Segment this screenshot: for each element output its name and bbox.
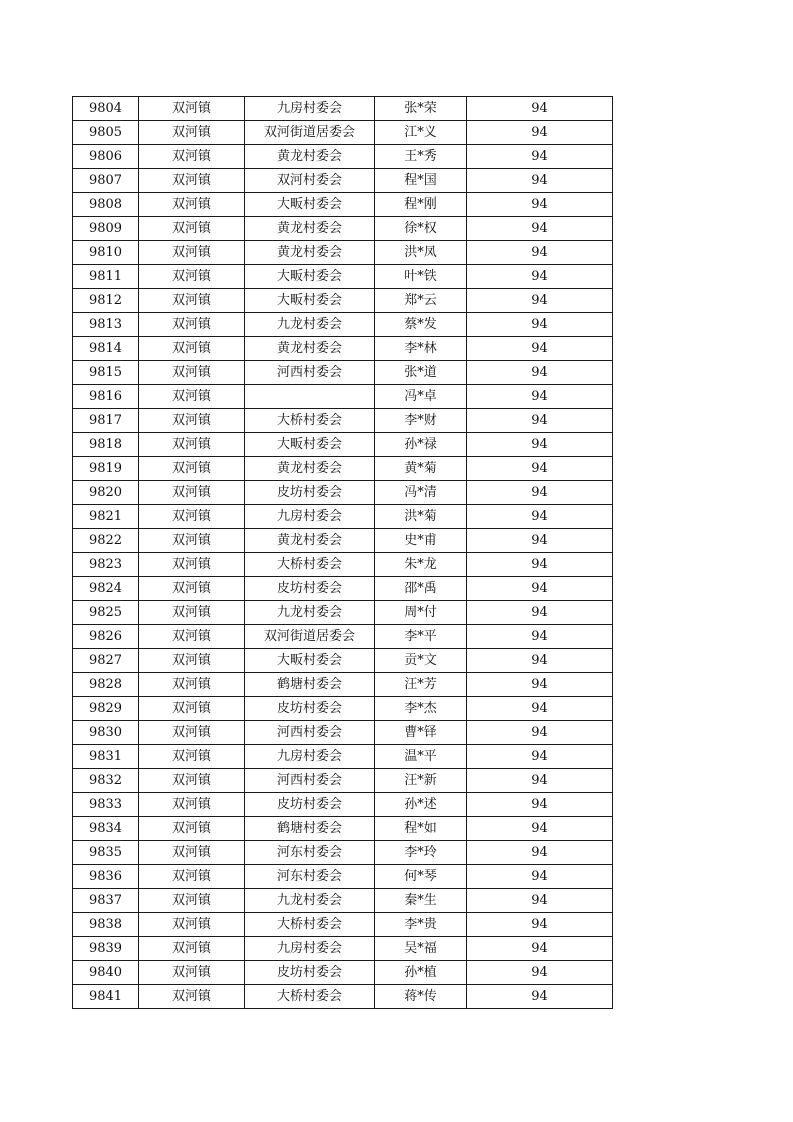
name-cell: 史*甫	[375, 529, 467, 553]
name-cell: 张*荣	[375, 97, 467, 121]
town-cell: 双河镇	[139, 889, 245, 913]
committee-cell: 黄龙村委会	[245, 241, 375, 265]
town-cell: 双河镇	[139, 481, 245, 505]
table-row	[73, 97, 613, 121]
committee-cell: 双河村委会	[245, 169, 375, 193]
committee-cell: 九房村委会	[245, 937, 375, 961]
town-cell: 双河镇	[139, 961, 245, 985]
town-cell: 双河镇	[139, 505, 245, 529]
town-cell: 双河镇	[139, 361, 245, 385]
town-cell: 双河镇	[139, 433, 245, 457]
committee-cell: 皮坊村委会	[245, 481, 375, 505]
row-id-cell: 9819	[73, 457, 139, 481]
table-row	[73, 985, 613, 1009]
score-cell: 94	[467, 913, 613, 937]
table-row	[73, 937, 613, 961]
town-cell: 双河镇	[139, 457, 245, 481]
score-cell: 94	[467, 553, 613, 577]
name-cell: 李*贵	[375, 913, 467, 937]
town-cell: 双河镇	[139, 313, 245, 337]
table-row	[73, 265, 613, 289]
table-row	[73, 577, 613, 601]
table-row	[73, 889, 613, 913]
committee-cell: 大桥村委会	[245, 409, 375, 433]
town-cell: 双河镇	[139, 865, 245, 889]
committee-cell: 河东村委会	[245, 865, 375, 889]
score-cell: 94	[467, 337, 613, 361]
town-cell: 双河镇	[139, 913, 245, 937]
row-id-cell: 9805	[73, 121, 139, 145]
name-cell: 郑*云	[375, 289, 467, 313]
row-id-cell: 9835	[73, 841, 139, 865]
name-cell: 江*义	[375, 121, 467, 145]
committee-cell: 双河街道居委会	[245, 625, 375, 649]
town-cell: 双河镇	[139, 673, 245, 697]
table-row	[73, 625, 613, 649]
town-cell: 双河镇	[139, 529, 245, 553]
score-cell: 94	[467, 721, 613, 745]
score-cell: 94	[467, 649, 613, 673]
row-id-cell: 9815	[73, 361, 139, 385]
committee-cell: 皮坊村委会	[245, 961, 375, 985]
table-row	[73, 433, 613, 457]
committee-cell: 大畈村委会	[245, 649, 375, 673]
town-cell: 双河镇	[139, 169, 245, 193]
name-cell: 邵*禹	[375, 577, 467, 601]
score-cell: 94	[467, 457, 613, 481]
table-row	[73, 697, 613, 721]
name-cell: 孙*述	[375, 793, 467, 817]
score-cell: 94	[467, 505, 613, 529]
town-cell: 双河镇	[139, 745, 245, 769]
committee-cell: 皮坊村委会	[245, 577, 375, 601]
town-cell: 双河镇	[139, 841, 245, 865]
score-cell: 94	[467, 169, 613, 193]
committee-cell: 河西村委会	[245, 361, 375, 385]
name-cell: 曹*铎	[375, 721, 467, 745]
row-id-cell: 9817	[73, 409, 139, 433]
score-cell: 94	[467, 745, 613, 769]
table-row	[73, 673, 613, 697]
score-cell: 94	[467, 241, 613, 265]
score-cell: 94	[467, 697, 613, 721]
name-cell: 程*刚	[375, 193, 467, 217]
row-id-cell: 9809	[73, 217, 139, 241]
row-id-cell: 9832	[73, 769, 139, 793]
score-cell: 94	[467, 145, 613, 169]
name-cell: 黄*菊	[375, 457, 467, 481]
row-id-cell: 9804	[73, 97, 139, 121]
row-id-cell: 9823	[73, 553, 139, 577]
name-cell: 李*财	[375, 409, 467, 433]
row-id-cell: 9811	[73, 265, 139, 289]
name-cell: 程*国	[375, 169, 467, 193]
row-id-cell: 9810	[73, 241, 139, 265]
row-id-cell: 9828	[73, 673, 139, 697]
town-cell: 双河镇	[139, 265, 245, 289]
score-cell: 94	[467, 673, 613, 697]
row-id-cell: 9816	[73, 385, 139, 409]
table-row	[73, 841, 613, 865]
committee-cell: 大桥村委会	[245, 553, 375, 577]
score-cell: 94	[467, 481, 613, 505]
table-row	[73, 601, 613, 625]
town-cell: 双河镇	[139, 625, 245, 649]
score-cell: 94	[467, 793, 613, 817]
score-cell: 94	[467, 289, 613, 313]
score-cell: 94	[467, 361, 613, 385]
town-cell: 双河镇	[139, 409, 245, 433]
table-row	[73, 289, 613, 313]
name-cell: 秦*生	[375, 889, 467, 913]
table-row	[73, 481, 613, 505]
name-cell: 李*平	[375, 625, 467, 649]
table-row	[73, 553, 613, 577]
committee-cell: 九龙村委会	[245, 313, 375, 337]
table-row	[73, 193, 613, 217]
name-cell: 蔡*发	[375, 313, 467, 337]
committee-cell: 皮坊村委会	[245, 697, 375, 721]
table-row	[73, 169, 613, 193]
town-cell: 双河镇	[139, 985, 245, 1009]
score-cell: 94	[467, 433, 613, 457]
score-cell: 94	[467, 961, 613, 985]
committee-cell: 大畈村委会	[245, 265, 375, 289]
committee-cell: 皮坊村委会	[245, 793, 375, 817]
table-row	[73, 505, 613, 529]
table-row	[73, 385, 613, 409]
row-id-cell: 9822	[73, 529, 139, 553]
name-cell: 汪*新	[375, 769, 467, 793]
name-cell: 洪*菊	[375, 505, 467, 529]
committee-cell: 黄龙村委会	[245, 529, 375, 553]
committee-cell: 大畈村委会	[245, 289, 375, 313]
row-id-cell: 9807	[73, 169, 139, 193]
table-row	[73, 457, 613, 481]
row-id-cell: 9812	[73, 289, 139, 313]
row-id-cell: 9820	[73, 481, 139, 505]
score-cell: 94	[467, 625, 613, 649]
table-row	[73, 865, 613, 889]
table-row	[73, 313, 613, 337]
committee-cell: 九房村委会	[245, 97, 375, 121]
table-row	[73, 913, 613, 937]
town-cell: 双河镇	[139, 577, 245, 601]
row-id-cell: 9841	[73, 985, 139, 1009]
row-id-cell: 9830	[73, 721, 139, 745]
committee-cell: 河西村委会	[245, 721, 375, 745]
committee-cell: 九房村委会	[245, 745, 375, 769]
name-cell: 王*秀	[375, 145, 467, 169]
score-cell: 94	[467, 985, 613, 1009]
table-row	[73, 145, 613, 169]
score-cell: 94	[467, 313, 613, 337]
committee-cell	[245, 385, 375, 409]
name-cell: 洪*凤	[375, 241, 467, 265]
name-cell: 张*道	[375, 361, 467, 385]
table-row	[73, 817, 613, 841]
row-id-cell: 9829	[73, 697, 139, 721]
committee-cell: 九龙村委会	[245, 601, 375, 625]
table-row	[73, 721, 613, 745]
row-id-cell: 9839	[73, 937, 139, 961]
town-cell: 双河镇	[139, 817, 245, 841]
score-cell: 94	[467, 937, 613, 961]
table-row	[73, 217, 613, 241]
town-cell: 双河镇	[139, 721, 245, 745]
row-id-cell: 9837	[73, 889, 139, 913]
town-cell: 双河镇	[139, 769, 245, 793]
table-row	[73, 409, 613, 433]
name-cell: 孙*植	[375, 961, 467, 985]
committee-cell: 大畈村委会	[245, 433, 375, 457]
score-cell: 94	[467, 385, 613, 409]
committee-cell: 大畈村委会	[245, 193, 375, 217]
committee-cell: 双河街道居委会	[245, 121, 375, 145]
row-id-cell: 9831	[73, 745, 139, 769]
town-cell: 双河镇	[139, 553, 245, 577]
name-cell: 温*平	[375, 745, 467, 769]
score-cell: 94	[467, 601, 613, 625]
score-cell: 94	[467, 841, 613, 865]
name-cell: 冯*清	[375, 481, 467, 505]
committee-cell: 鹤塘村委会	[245, 673, 375, 697]
roster-table-body	[73, 97, 613, 1009]
committee-cell: 河东村委会	[245, 841, 375, 865]
score-cell: 94	[467, 217, 613, 241]
town-cell: 双河镇	[139, 289, 245, 313]
committee-cell: 九龙村委会	[245, 889, 375, 913]
table-row	[73, 337, 613, 361]
row-id-cell: 9814	[73, 337, 139, 361]
table-row	[73, 961, 613, 985]
table-row	[73, 361, 613, 385]
score-cell: 94	[467, 865, 613, 889]
town-cell: 双河镇	[139, 601, 245, 625]
table-row	[73, 649, 613, 673]
town-cell: 双河镇	[139, 937, 245, 961]
name-cell: 蒋*传	[375, 985, 467, 1009]
town-cell: 双河镇	[139, 121, 245, 145]
committee-cell: 大桥村委会	[245, 985, 375, 1009]
committee-cell: 鹤塘村委会	[245, 817, 375, 841]
score-cell: 94	[467, 97, 613, 121]
name-cell: 李*杰	[375, 697, 467, 721]
row-id-cell: 9824	[73, 577, 139, 601]
score-cell: 94	[467, 817, 613, 841]
table-row	[73, 529, 613, 553]
row-id-cell: 9825	[73, 601, 139, 625]
committee-cell: 黄龙村委会	[245, 457, 375, 481]
row-id-cell: 9821	[73, 505, 139, 529]
row-id-cell: 9826	[73, 625, 139, 649]
town-cell: 双河镇	[139, 793, 245, 817]
committee-cell: 黄龙村委会	[245, 337, 375, 361]
name-cell: 贡*文	[375, 649, 467, 673]
row-id-cell: 9818	[73, 433, 139, 457]
committee-cell: 河西村委会	[245, 769, 375, 793]
row-id-cell: 9840	[73, 961, 139, 985]
town-cell: 双河镇	[139, 337, 245, 361]
name-cell: 冯*卓	[375, 385, 467, 409]
row-id-cell: 9838	[73, 913, 139, 937]
town-cell: 双河镇	[139, 145, 245, 169]
name-cell: 汪*芳	[375, 673, 467, 697]
town-cell: 双河镇	[139, 241, 245, 265]
name-cell: 吴*福	[375, 937, 467, 961]
score-cell: 94	[467, 529, 613, 553]
roster-table	[72, 96, 613, 1009]
committee-cell: 九房村委会	[245, 505, 375, 529]
score-cell: 94	[467, 889, 613, 913]
committee-cell: 黄龙村委会	[245, 145, 375, 169]
score-cell: 94	[467, 121, 613, 145]
row-id-cell: 9834	[73, 817, 139, 841]
name-cell: 徐*权	[375, 217, 467, 241]
name-cell: 孙*禄	[375, 433, 467, 457]
town-cell: 双河镇	[139, 193, 245, 217]
name-cell: 李*玲	[375, 841, 467, 865]
town-cell: 双河镇	[139, 97, 245, 121]
row-id-cell: 9827	[73, 649, 139, 673]
row-id-cell: 9813	[73, 313, 139, 337]
town-cell: 双河镇	[139, 217, 245, 241]
score-cell: 94	[467, 409, 613, 433]
row-id-cell: 9806	[73, 145, 139, 169]
score-cell: 94	[467, 577, 613, 601]
committee-cell: 黄龙村委会	[245, 217, 375, 241]
name-cell: 叶*铁	[375, 265, 467, 289]
committee-cell: 大桥村委会	[245, 913, 375, 937]
score-cell: 94	[467, 769, 613, 793]
table-row	[73, 769, 613, 793]
name-cell: 周*付	[375, 601, 467, 625]
table-row	[73, 793, 613, 817]
table-row	[73, 745, 613, 769]
name-cell: 李*林	[375, 337, 467, 361]
name-cell: 程*如	[375, 817, 467, 841]
name-cell: 何*琴	[375, 865, 467, 889]
table-row	[73, 241, 613, 265]
row-id-cell: 9808	[73, 193, 139, 217]
town-cell: 双河镇	[139, 649, 245, 673]
score-cell: 94	[467, 265, 613, 289]
row-id-cell: 9833	[73, 793, 139, 817]
score-cell: 94	[467, 193, 613, 217]
name-cell: 朱*龙	[375, 553, 467, 577]
table-row	[73, 121, 613, 145]
town-cell: 双河镇	[139, 385, 245, 409]
row-id-cell: 9836	[73, 865, 139, 889]
town-cell: 双河镇	[139, 697, 245, 721]
